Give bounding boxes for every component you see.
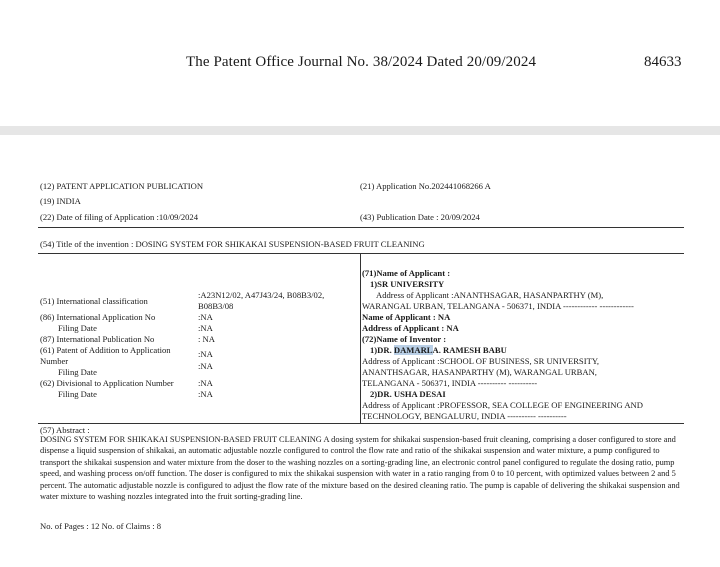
intl-pub-no-label: (87) International Publication No [40, 334, 155, 344]
patent-addition-label-1: (61) Patent of Addition to Application [40, 345, 171, 355]
publication-type: (12) PATENT APPLICATION PUBLICATION [40, 181, 204, 191]
inventor-2-address-1: Address of Applicant :PROFESSOR, SEA COLLEGE OF ENGINEERING AND [362, 400, 643, 410]
inventor-1-address-3: TELANGANA - 506371, INDIA ---------- ---------- [362, 378, 538, 388]
divider-top [38, 227, 684, 228]
intl-app-no-label: (86) International Application No [40, 312, 156, 322]
invention-title: (54) Title of the invention : DOSING SYSTEM FOR SHIKAKAI SUSPENSION-BASED FRUIT CLEANING [40, 239, 425, 249]
column-divider [360, 253, 361, 423]
applicant-address-2: WARANGAL URBAN, TELANGANA - 506371, INDIA ------------ ------------ [362, 301, 634, 311]
divisional-label: (62) Divisional to Application Number [40, 378, 174, 388]
journal-title: The Patent Office Journal No. 38/2024 Dated 20/09/2024 [186, 54, 537, 70]
inventor-2-name: 2)DR. USHA DESAI [370, 389, 446, 399]
inventor-1-prefix: 1)DR. [370, 345, 394, 355]
pages-and-claims: No. of Pages : 12 No. of Claims : 8 [40, 521, 162, 531]
address-of-applicant: Address of Applicant : NA [362, 323, 459, 333]
divider-title [38, 253, 684, 254]
applicant-heading: (71)Name of Applicant : [362, 268, 451, 278]
inventor-1-address-1: Address of Applicant :SCHOOL OF BUSINESS, SR UNIVERSITY, [362, 356, 600, 366]
page-separator [0, 126, 720, 135]
filing-date-label-3: Filing Date [58, 389, 97, 399]
journal-header [0, 0, 720, 126]
inventor-1-address-2: ANANTHSAGAR, HASANPARTHY (M), WARANGAL URBAN, [362, 367, 597, 377]
filing-date-value-3: :NA [198, 389, 213, 399]
intl-class-value-2: B08B3/08 [198, 301, 234, 311]
patent-addition-label-2: Number [40, 356, 69, 366]
intl-pub-no-value: : NA [198, 334, 215, 344]
intl-app-no-value: :NA [198, 312, 213, 322]
filing-date-label-1: Filing Date [58, 323, 97, 333]
text-selection-highlight[interactable]: DAMARL [393, 345, 433, 355]
name-of-applicant: Name of Applicant : NA [362, 312, 451, 322]
intl-class-label: (51) International classification [40, 296, 148, 306]
divisional-value: :NA [198, 378, 213, 388]
filing-date: (22) Date of filing of Application :10/09/2024 [40, 212, 199, 222]
filing-date-value-1: :NA [198, 323, 213, 333]
patent-addition-value: :NA [198, 349, 213, 359]
divider-abstract [38, 423, 684, 424]
page-number: 84633 [644, 54, 682, 70]
publication-date: (43) Publication Date : 20/09/2024 [360, 212, 480, 222]
filing-date-value-2: :NA [198, 361, 213, 371]
country: (19) INDIA [40, 196, 81, 206]
abstract-text: DOSING SYSTEM FOR SHIKAKAI SUSPENSION-BASED FRUIT CLEANING A dosing system for shikakai suspension-based fruit cleaning, comprising a doser configured to store and dispense a liquid suspension of shikakai, an automatic adjustable nozzle configured to control the flow rate and ratio of the shikakai suspension and water mixture, a pump configured to transport the shikakai suspension and water mixture from the doser to the washing nozzles on a sorting-grading line, an electronic control panel configured to regulate the dosing ratio, pump speed, and washing process on/off function. The doser is configured to mix the shikakai suspension with water in a ratio ranging from 0 to 10 percent, with optimized values between 2 and 5 percent. The automatic adjustable nozzle is configured to adjust the flow rate of the mixture based on the desired cleaning ratio. The pump is capable of delivering the shikakai suspension and water mixture to washing nozzles integrated into the fruit sorting-grading line. [40, 435, 680, 502]
inventor-heading: (72)Name of Inventor : [362, 334, 447, 344]
inventor-1-name [370, 345, 507, 356]
applicant-name: 1)SR UNIVERSITY [370, 279, 445, 289]
applicant-address-1: Address of Applicant :ANANTHSAGAR, HASANPARTHY (M), [376, 290, 604, 300]
inventor-1-suffix: A. RAMESH BABU [432, 345, 507, 355]
abstract-heading: (57) Abstract : [40, 425, 90, 435]
inventor-2-address-2: TECHNOLOGY, BENGALURU, INDIA ---------- ---------- [362, 411, 567, 421]
intl-class-value-1: :A23N12/02, A47J43/24, B08B3/02, [198, 290, 325, 300]
application-number: (21) Application No.202441068266 A [360, 181, 491, 191]
filing-date-label-2: Filing Date [58, 367, 97, 377]
